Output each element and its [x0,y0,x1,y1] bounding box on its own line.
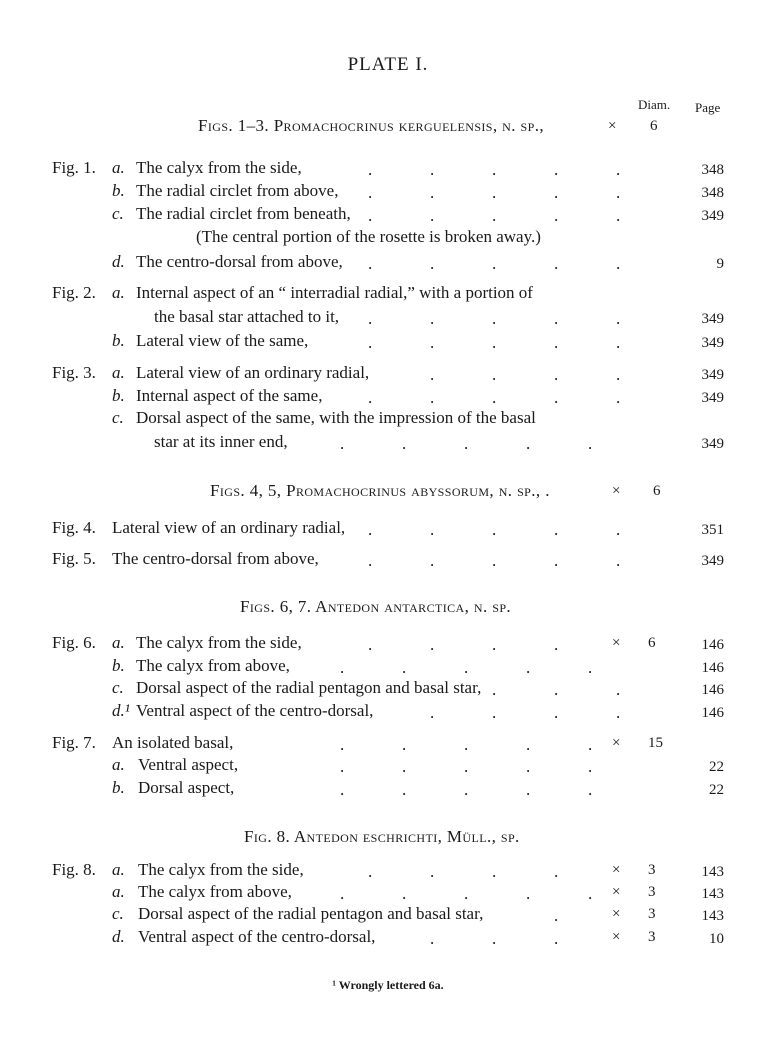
subfigure-letter: a. [112,755,125,774]
leader-dot: . [616,254,621,273]
magnification-mult: × [612,906,621,922]
page-column-header: Page [695,100,721,115]
page-number: 349 [701,311,724,327]
magnification-diam: 3 [648,862,656,878]
leader-dot: . [554,703,559,722]
leader-dot: . [616,520,621,539]
leader-dot: . [526,757,531,776]
page-number: 22 [709,759,724,775]
leader-dot: . [430,635,435,654]
entry-description: Lateral view of an ordinary radial, [136,363,370,382]
leader-dot: . [526,658,531,677]
leader-dot: . [368,333,373,352]
page-number: 351 [701,522,724,538]
entry-description: (The central portion of the rosette is broken away.) [196,227,541,246]
page-number: 349 [701,208,724,224]
leader-dot: . [554,862,559,881]
entry-description: Ventral aspect of the centro-dorsal, [136,701,374,720]
subfigure-letter: b. [112,386,125,405]
leader-dot: . [554,635,559,654]
leader-dot: . [464,735,469,754]
leader-dot: . [368,183,373,202]
leader-dot: . [430,388,435,407]
leader-dot: . [554,365,559,384]
leader-dot: . [554,906,559,925]
figure-label: Fig. 8. [52,860,96,879]
leader-dot: . [526,434,531,453]
entry-description: An isolated basal, [112,733,234,752]
subfigure-letter: d. [112,252,125,271]
page-number: 143 [701,908,724,924]
leader-dot: . [588,658,593,677]
subfigure-letter: b. [112,181,125,200]
subfigure-letter: c. [112,408,124,427]
leader-dot: . [368,635,373,654]
entry-description: Ventral aspect, [138,755,239,774]
entry-description: The centro-dorsal from above, [136,252,343,271]
leader-dot: . [492,206,497,225]
leader-dot: . [430,365,435,384]
leader-dot: . [492,183,497,202]
leader-dot: . [588,884,593,903]
leader-dot: . [402,735,407,754]
page-number: 146 [701,705,724,721]
leader-dot: . [464,658,469,677]
leader-dot: . [616,309,621,328]
leader-dot: . [430,160,435,179]
group-heading: Fig. 8. Antedon eschrichti, Müll., sp. [244,827,520,846]
page-number: 10 [709,931,724,947]
leader-dot: . [554,551,559,570]
entry-description: The radial circlet from above, [136,181,339,200]
leader-dot: . [554,680,559,699]
magnification-diam: 6 [648,635,656,651]
subfigure-letter: a. [112,363,125,382]
magnification-mult: × [612,929,621,945]
leader-dot: . [616,703,621,722]
magnification-mult: × [612,884,621,900]
page-number: 146 [701,637,724,653]
figure-label: Fig. 4. [52,518,96,537]
leader-dot: . [492,703,497,722]
leader-dot: . [554,309,559,328]
entry-description: The radial circlet from beneath, [136,204,351,223]
leader-dot: . [340,735,345,754]
leader-dot: . [492,680,497,699]
leader-dot: . [430,520,435,539]
leader-dot: . [616,551,621,570]
figure-label: Fig. 7. [52,733,96,752]
magnification-diam: 3 [648,906,656,922]
leader-dot: . [430,254,435,273]
leader-dot: . [526,735,531,754]
subfigure-letter: a. [112,860,125,879]
leader-dot: . [588,780,593,799]
leader-dot: . [464,780,469,799]
leader-dot: . [616,388,621,407]
subfigure-letter: c. [112,204,124,223]
leader-dot: . [616,365,621,384]
leader-dot: . [368,551,373,570]
group-diam: 6 [650,118,658,134]
magnification-mult: × [612,862,621,878]
leader-dot: . [554,183,559,202]
leader-dot: . [492,333,497,352]
figure-label: Fig. 2. [52,283,96,302]
entry-description: The calyx from above, [136,656,290,675]
figure-label: Fig. 3. [52,363,96,382]
page-number: 143 [701,864,724,880]
magnification-mult: × [612,735,621,751]
page-number: 349 [701,436,724,452]
entry-description: the basal star attached to it, [154,307,340,326]
leader-dot: . [616,333,621,352]
leader-dot: . [588,757,593,776]
group-heading: Figs. 6, 7. Antedon antarctica, n. sp. [240,597,512,616]
group-diam: 6 [653,483,661,499]
leader-dot: . [616,183,621,202]
magnification-mult: × [612,635,621,651]
leader-dot: . [492,635,497,654]
diam-column-header: Diam. [638,97,671,112]
leader-dot: . [554,388,559,407]
leader-dot: . [368,254,373,273]
leader-dot: . [492,254,497,273]
entry-description: star at its inner end, [154,432,288,451]
entry-description: Dorsal aspect, [138,778,235,797]
figure-label: Fig. 5. [52,549,96,568]
page-number: 349 [701,367,724,383]
entry-description: Internal aspect of an “ interradial radial,” with a portion of [136,283,533,302]
leader-dot: . [368,160,373,179]
entry-description: Lateral view of an ordinary radial, [112,518,346,537]
entry-description: Ventral aspect of the centro-dorsal, [138,927,376,946]
leader-dot: . [464,884,469,903]
leader-dot: . [340,757,345,776]
leader-dot: . [402,658,407,677]
leader-dot: . [368,520,373,539]
leader-dot: . [526,884,531,903]
leader-dot: . [616,160,621,179]
leader-dot: . [492,365,497,384]
leader-dot: . [492,520,497,539]
leader-dot: . [340,884,345,903]
footnote: ¹ Wrongly lettered 6a. [332,978,444,992]
subfigure-letter: d.¹ [112,701,130,720]
leader-dot: . [554,520,559,539]
subfigure-letter: c. [112,904,124,923]
leader-dot: . [464,434,469,453]
leader-dot: . [402,434,407,453]
leader-dot: . [368,862,373,881]
entry-description: Dorsal aspect of the radial pentagon and basal star, [138,904,484,923]
entry-description: The calyx from above, [138,882,292,901]
page-number: 22 [709,782,724,798]
leader-dot: . [430,309,435,328]
leader-dot: . [340,434,345,453]
leader-dot: . [402,757,407,776]
leader-dot: . [430,206,435,225]
leader-dot: . [430,551,435,570]
leader-dot: . [616,206,621,225]
leader-dot: . [340,658,345,677]
subfigure-letter: b. [112,656,125,675]
group-mult: × [612,483,621,499]
subfigure-letter: a. [112,158,125,177]
leader-dot: . [368,309,373,328]
leader-dot: . [402,884,407,903]
magnification-diam: 3 [648,929,656,945]
page-number: 146 [701,682,724,698]
subfigure-letter: d. [112,927,125,946]
page-number: 349 [701,553,724,569]
leader-dot: . [464,757,469,776]
entry-description: Dorsal aspect of the radial pentagon and basal star, [136,678,482,697]
entry-description: The centro-dorsal from above, [112,549,319,568]
leader-dot: . [430,333,435,352]
figure-label: Fig. 6. [52,633,96,652]
leader-dot: . [554,160,559,179]
subfigure-letter: b. [112,331,125,350]
leader-dot: . [526,780,531,799]
subfigure-letter: a. [112,882,125,901]
leader-dot: . [368,388,373,407]
leader-dot: . [492,862,497,881]
leader-dot: . [430,703,435,722]
page-number: 349 [701,335,724,351]
leader-dot: . [492,309,497,328]
entry-description: Internal aspect of the same, [136,386,323,405]
leader-dot: . [492,551,497,570]
page-number: 348 [701,185,724,201]
subfigure-letter: a. [112,633,125,652]
group-heading: Figs. 1–3. Promachocrinus kerguelensis, n. sp., [198,116,544,135]
leader-dot: . [616,680,621,699]
plate-title: PLATE I. [347,54,429,75]
subfigure-letter: c. [112,678,124,697]
entry-description: The calyx from the side, [136,633,302,652]
page-number: 9 [716,256,724,272]
leader-dot: . [554,254,559,273]
leader-dot: . [554,333,559,352]
leader-dot: . [492,929,497,948]
entry-description: Lateral view of the same, [136,331,309,350]
leader-dot: . [430,183,435,202]
subfigure-letter: b. [112,778,125,797]
entry-description: The calyx from the side, [136,158,302,177]
magnification-diam: 3 [648,884,656,900]
group-mult: × [608,118,617,134]
leader-dot: . [588,735,593,754]
page-number: 349 [701,390,724,406]
page-number: 143 [701,886,724,902]
leader-dot: . [430,929,435,948]
leader-dot: . [554,929,559,948]
leader-dot: . [588,434,593,453]
page-number: 146 [701,660,724,676]
group-heading: Figs. 4, 5, Promachocrinus abyssorum, n. sp., . [210,481,550,500]
figure-label: Fig. 1. [52,158,96,177]
leader-dot: . [492,160,497,179]
entry-description: The calyx from the side, [138,860,304,879]
entry-description: Dorsal aspect of the same, with the impression of the basal [136,408,536,427]
leader-dot: . [368,206,373,225]
leader-dot: . [402,780,407,799]
leader-dot: . [554,206,559,225]
leader-dot: . [430,862,435,881]
leader-dot: . [492,388,497,407]
page-number: 348 [701,162,724,178]
leader-dot: . [340,780,345,799]
subfigure-letter: a. [112,283,125,302]
magnification-diam: 15 [648,735,663,751]
